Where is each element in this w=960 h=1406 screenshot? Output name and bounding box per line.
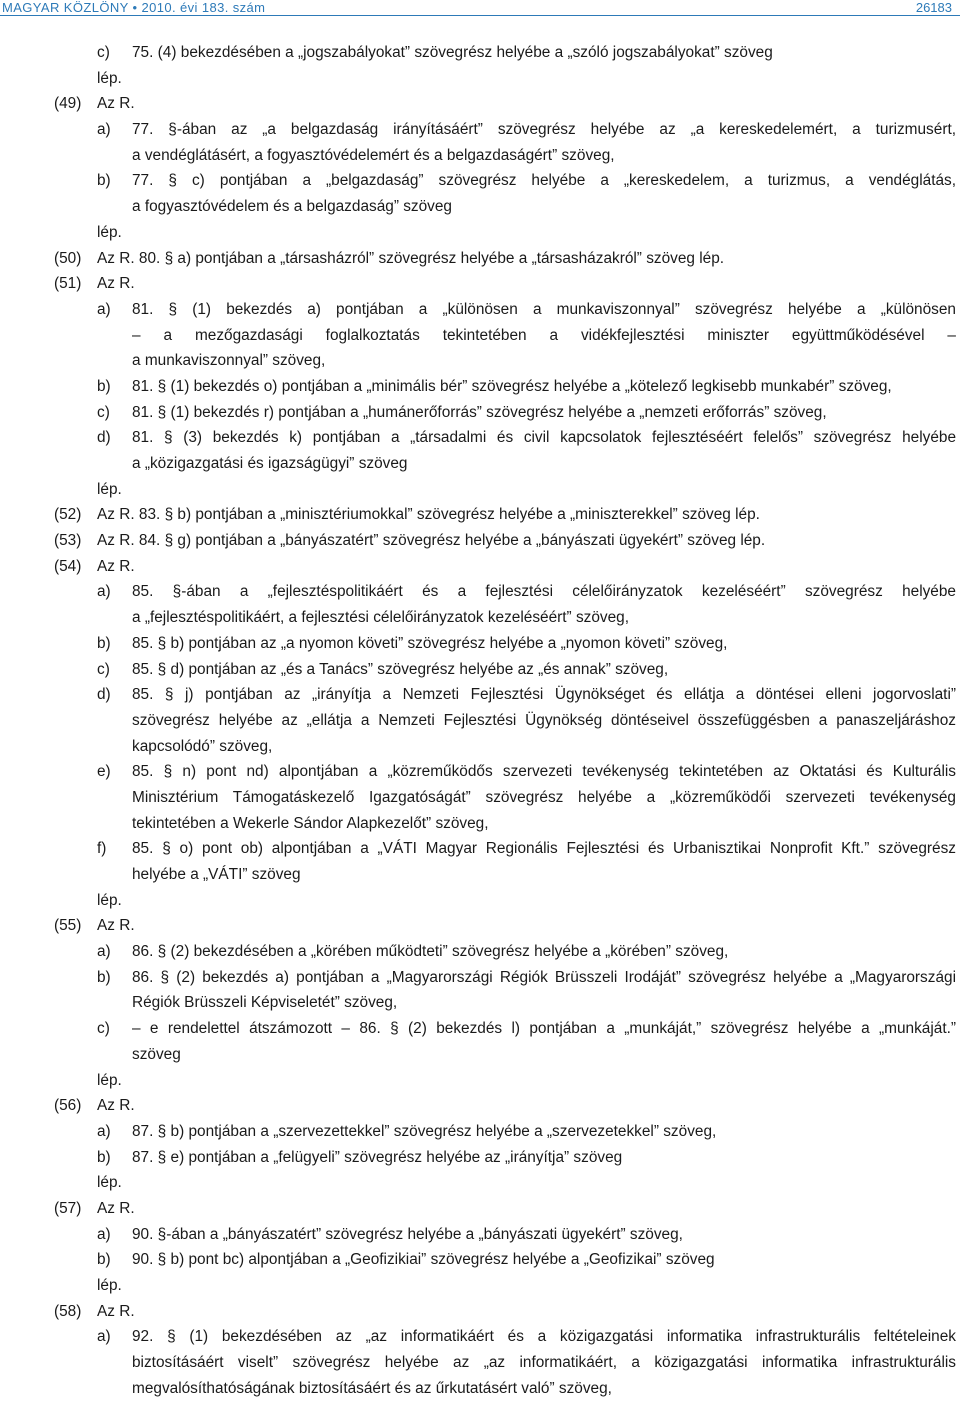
line-text: Az R.: [97, 1097, 135, 1115]
line-text: Az R. 83. § b) pontjában a „minisztériumokkal” szövegrész helyébe a „miniszterekkel” szöveg lép.: [97, 506, 760, 524]
text-line: [0, 811, 960, 837]
text-line: [0, 734, 960, 760]
text-line: [0, 631, 960, 657]
paragraph-number: (50): [54, 249, 82, 267]
text-line: [0, 1247, 960, 1273]
line-text: a fogyasztóvédelem és a belgazdaság” szöveg: [132, 198, 452, 216]
text-line: [0, 297, 960, 323]
point-label: c): [97, 660, 110, 678]
text-line: [0, 246, 960, 272]
line-text: a munkaviszonnyal” szöveg,: [132, 352, 326, 370]
line-text: a vendéglátásért, a fogyasztóvédelemért és a belgazdaságért” szöveg,: [132, 146, 615, 164]
line-text: Az R.: [97, 275, 135, 293]
line-text: Minisztérium Támogatáskezelő Igazgatóságát” szövegrész helyébe a „közreműködői szervezeti tevékenység: [132, 788, 956, 806]
paragraph-number: (52): [54, 506, 82, 524]
text-line: [0, 862, 960, 888]
header-rule: [0, 15, 960, 16]
line-text: lép.: [97, 1071, 122, 1089]
text-line: [0, 528, 960, 554]
page-number: 26183: [915, 0, 952, 15]
journal-title: MAGYAR KÖZLÖNY • 2010. évi 183. szám: [2, 0, 266, 15]
line-text: 87. § b) pontjában a „szervezettekkel” szövegrész helyébe a „szervezetekkel” szöveg,: [132, 1122, 717, 1140]
text-line: [0, 1042, 960, 1068]
line-text: lép.: [97, 480, 122, 498]
text-line: [0, 1350, 960, 1376]
text-line: [0, 939, 960, 965]
point-label: b): [97, 1251, 111, 1269]
text-line: [0, 400, 960, 426]
text-line: [0, 759, 960, 785]
point-label: b): [97, 968, 111, 986]
point-label: c): [97, 403, 110, 421]
paragraph-number: (54): [54, 557, 82, 575]
point-label: b): [97, 172, 111, 190]
text-line: [0, 605, 960, 631]
text-line: [0, 348, 960, 374]
point-label: b): [97, 634, 111, 652]
text-line: [0, 708, 960, 734]
line-text: 75. (4) bekezdésében a „jogszabályokat” szövegrész helyébe a „szóló jogszabályokat” szöveg: [132, 44, 773, 61]
text-line: [0, 1324, 960, 1350]
line-text: szöveg: [132, 1045, 181, 1063]
point-label: a): [97, 300, 111, 318]
point-label: a): [97, 1328, 111, 1346]
text-line: [0, 323, 960, 349]
point-label: a): [97, 121, 111, 139]
line-text: 77. § c) pontjában a „belgazdaság” szövegrész helyébe a „kereskedelem, a turizmus, a vendéglátás,: [132, 172, 956, 190]
text-line: [0, 143, 960, 169]
line-text: 85. § b) pontjában az „a nyomon követi” szövegrész helyébe a „nyomon követi” szöveg,: [132, 634, 728, 652]
line-text: 85. §-ában a „fejlesztéspolitikáért és a fejlesztési célelőirányzatok kezeléséért” szövegrész helyébe: [132, 583, 956, 601]
text-line: [0, 1222, 960, 1248]
text-line: [0, 1376, 960, 1402]
text-line: [0, 554, 960, 580]
point-label: d): [97, 686, 111, 704]
text-line: [0, 682, 960, 708]
point-label: a): [97, 1225, 111, 1243]
line-text: 86. § (2) bekezdés a) pontjában a „Magyarországi Régiók Brüsszeli Irodáját” szövegrész helyébe a „Magyarországi: [132, 968, 956, 986]
text-line: [0, 451, 960, 477]
line-text: 90. § b) pont bc) alpontjában a „Geofizikiai” szövegrész helyébe a „Geofizikai” szöveg: [132, 1251, 715, 1269]
text-line: [0, 1273, 960, 1299]
line-text: Az R.: [97, 95, 135, 113]
line-text: kapcsolódó” szöveg,: [132, 737, 273, 755]
text-line: [0, 836, 960, 862]
line-text: Az R. 84. § g) pontjában a „bányászatért” szövegrész helyébe a „bányászati ügyekért” szöveg lép.: [97, 532, 766, 550]
text-line: [0, 1093, 960, 1119]
text-line: [0, 1145, 960, 1171]
line-text: lép.: [97, 1174, 122, 1192]
line-text: lép.: [97, 223, 122, 241]
text-line: [0, 1016, 960, 1042]
text-line: [0, 271, 960, 297]
paragraph-number: (51): [54, 275, 82, 293]
document-body: [0, 40, 960, 1401]
paragraph-number: (56): [54, 1097, 82, 1115]
text-line: [0, 425, 960, 451]
line-text: tekintetében a Wekerle Sándor Alapkezelőt” szöveg,: [132, 814, 489, 832]
line-text: a „közigazgatási és igazságügyi” szöveg: [132, 455, 408, 472]
paragraph-number: (55): [54, 917, 82, 935]
line-text: – a mezőgazdasági foglalkoztatás tekintetében a vidékfejlesztési miniszter együttműködésével –: [132, 326, 956, 344]
point-label: d): [97, 429, 111, 447]
point-label: f): [97, 840, 107, 858]
text-line: [0, 965, 960, 991]
line-text: lép.: [97, 891, 122, 909]
line-text: 81. § (1) bekezdés a) pontjában a „különösen a munkaviszonnyal” szövegrész helyébe a „különösen: [132, 300, 956, 318]
text-line: [0, 194, 960, 220]
text-line: [0, 1119, 960, 1145]
line-text: Az R.: [97, 1302, 135, 1320]
text-line: [0, 1299, 960, 1325]
text-line: [0, 1170, 960, 1196]
page-header: [0, 0, 960, 16]
line-text: lép.: [97, 69, 122, 87]
line-text: 77. §-ában az „a belgazdaság irányításáért” szövegrész helyébe az „a kereskedelemért, a turizmusért,: [132, 121, 956, 139]
text-line: [0, 168, 960, 194]
text-line: [0, 1196, 960, 1222]
text-line: [0, 913, 960, 939]
line-text: – e rendelettel átszámozott – 86. § (2) bekezdés l) pontjában a „munkáját,” szövegrész helyébe a „munkáját.”: [132, 1020, 956, 1038]
paragraph-number: (53): [54, 532, 82, 550]
line-text: 85. § d) pontjában az „és a Tanács” szövegrész helyébe az „és annak” szöveg,: [132, 660, 669, 678]
line-text: 81. § (1) bekezdés o) pontjában a „minimális bér” szövegrész helyébe a „kötelező legkisebb munkabér” szöveg,: [132, 377, 892, 395]
line-text: 81. § (1) bekezdés r) pontjában a „humánerőforrás” szövegrész helyébe a „nemzeti erőforrás” szöveg,: [132, 403, 827, 421]
text-line: [0, 91, 960, 117]
line-text: Az R.: [97, 557, 135, 575]
paragraph-number: (49): [54, 95, 82, 113]
text-line: [0, 657, 960, 683]
line-text: megvalósíthatóságának biztosításáért és az űrkutatásért való” szöveg,: [132, 1379, 612, 1397]
point-label: a): [97, 1122, 111, 1140]
line-text: Az R. 80. § a) pontjában a „társasházról” szövegrész helyébe a „társasházakról” szöveg lép.: [97, 249, 725, 267]
line-text: 92. § (1) bekezdésében az „az informatikáért és a közigazgatási informatika infrastrukturális feltételeinek: [132, 1328, 956, 1346]
text-line: [0, 579, 960, 605]
line-text: 81. § (3) bekezdés k) pontjában a „társadalmi és civil kapcsolatok fejlesztéséért felelős” szövegrész helyébe: [132, 429, 956, 447]
line-text: Az R.: [97, 1199, 135, 1217]
text-line: [0, 990, 960, 1016]
line-text: Az R.: [97, 917, 135, 935]
text-line: [0, 888, 960, 914]
point-label: c): [97, 44, 110, 61]
line-text: 87. § e) pontjában a „felügyeli” szövegrész helyébe az „irányítja” szöveg: [132, 1148, 623, 1166]
paragraph-number: (57): [54, 1199, 82, 1217]
line-text: 90. §-ában a „bányászatért” szövegrész helyébe a „bányászati ügyekért” szöveg,: [132, 1225, 683, 1243]
line-text: 86. § (2) bekezdésében a „körében működteti” szövegrész helyébe a „körében” szöveg,: [132, 943, 729, 961]
text-line: [0, 40, 960, 66]
line-text: 85. § n) pont nd) alpontjában a „közreműködős szervezeti tevékenység tekintetében az Oktatási és Kulturális: [132, 763, 956, 781]
text-line: [0, 374, 960, 400]
point-label: a): [97, 943, 111, 961]
text-line: [0, 220, 960, 246]
text-line: [0, 502, 960, 528]
point-label: c): [97, 1020, 110, 1038]
text-line: [0, 117, 960, 143]
point-label: b): [97, 377, 111, 395]
text-line: [0, 1068, 960, 1094]
line-text: helyébe a „VÁTI” szöveg: [132, 866, 301, 883]
text-line: [0, 477, 960, 503]
point-label: b): [97, 1148, 111, 1166]
point-label: e): [97, 763, 111, 781]
line-text: 85. § o) pont ob) alpontjában a „VÁTI Magyar Regionális Fejlesztési és Urbanisztikai Nonprofit Kft.” szövegrész: [132, 840, 956, 858]
line-text: biztosításáért viselt” szövegrész helyébe az „az informatikáért, a közigazgatási informatika infrastrukturális: [132, 1354, 956, 1372]
text-line: [0, 66, 960, 92]
line-text: lép.: [97, 1277, 122, 1294]
line-text: a „fejlesztéspolitikáért, a fejlesztési célelőirányzatok kezeléséért” szöveg,: [132, 609, 630, 627]
text-line: [0, 785, 960, 811]
line-text: Régiók Brüsszeli Képviseletét” szöveg,: [132, 994, 398, 1012]
paragraph-number: (58): [54, 1302, 82, 1320]
line-text: szövegrész helyébe az „ellátja a Nemzeti Fejlesztési Ügynökség döntéseivel összefüggésben a panaszeljáráshoz: [132, 711, 956, 729]
point-label: a): [97, 583, 111, 601]
line-text: 85. § j) pontjában az „irányítja a Nemzeti Fejlesztési Ügynökséget és ellátja a döntései elleni jogorvoslati”: [132, 686, 956, 704]
